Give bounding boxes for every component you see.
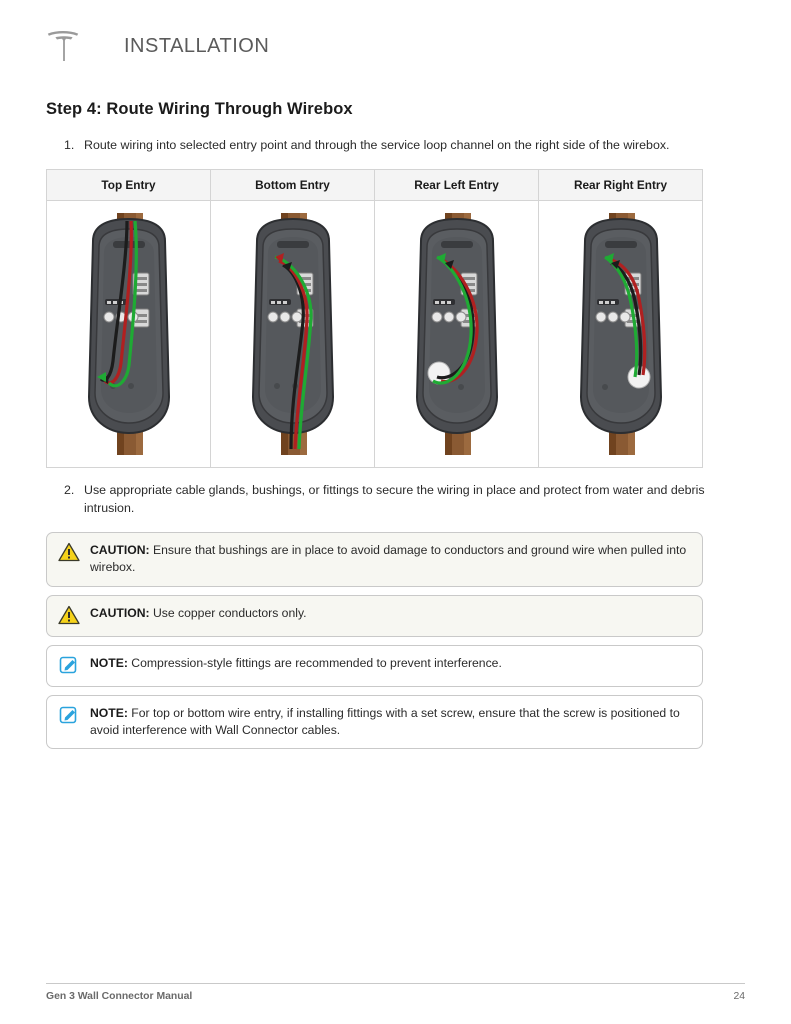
- wirebox-bottom-entry-diagram: [211, 201, 375, 467]
- callout-text: [90, 605, 307, 622]
- step-list-continued: [46, 482, 745, 518]
- list-item-text: Use appropriate cable glands, bushings, or fittings to secure the wiring in place and protect from water and debris intrusion.: [84, 482, 705, 515]
- footer-page-number: 24: [733, 991, 745, 1002]
- figure-header-row: [47, 170, 702, 201]
- figure-column-header: Rear Left Entry: [375, 170, 539, 200]
- page-footer: [46, 983, 745, 1002]
- wirebox-entry-figure: [46, 169, 703, 468]
- page-content: [0, 70, 791, 155]
- callout-label: NOTE:: [90, 655, 128, 670]
- figure-column-header: Bottom Entry: [211, 170, 375, 200]
- list-item: [46, 482, 745, 518]
- callout-text: [90, 655, 502, 672]
- figure-column-header: Top Entry: [47, 170, 211, 200]
- callout-label: CAUTION:: [90, 605, 150, 620]
- callout-label: NOTE:: [90, 705, 128, 720]
- wirebox-top-entry-diagram: [47, 201, 211, 467]
- page-title: Step 4: Route Wiring Through Wirebox: [46, 100, 353, 118]
- callout-text: [90, 705, 690, 740]
- caution-triangle-icon: [57, 542, 81, 564]
- tesla-logo-icon: [40, 26, 86, 66]
- header-title: INSTALLATION: [124, 34, 270, 57]
- callout-body: Use copper conductors only.: [149, 605, 307, 620]
- callout-body: For top or bottom wire entry, if installing fittings with a set screw, ensure that the screw is positioned to avoid interference with Wall Connector cables.: [90, 705, 680, 737]
- list-item-text: Route wiring into selected entry point and through the service loop channel on the right side of the wirebox.: [84, 138, 670, 152]
- page-content-lower: [0, 468, 791, 518]
- page-header: [0, 0, 791, 70]
- figure-image-row: [47, 201, 702, 467]
- note-pencil-icon: [57, 655, 81, 677]
- figure-column-header: Rear Right Entry: [573, 177, 668, 192]
- list-item-number: 1.: [64, 138, 75, 152]
- caution-callout: [46, 532, 703, 587]
- callout-label: CAUTION:: [90, 542, 150, 557]
- step-list: [46, 137, 745, 155]
- wirebox-rear-right-entry-diagram: [539, 201, 702, 467]
- list-item: [46, 137, 745, 155]
- callout-list: [46, 532, 703, 749]
- footer-divider: [46, 983, 745, 984]
- callout-body: Ensure that bushings are in place to avoid damage to conductors and ground wire when pulled into wirebox.: [90, 542, 687, 575]
- footer-manual-title: Gen 3 Wall Connector Manual: [46, 991, 193, 1002]
- note-pencil-icon: [57, 705, 81, 727]
- note-callout: [46, 695, 703, 750]
- callout-body: Compression-style fittings are recommended to prevent interference.: [127, 655, 502, 670]
- caution-triangle-icon: [57, 605, 81, 627]
- note-callout: [46, 645, 703, 687]
- list-item-number: 2.: [64, 482, 75, 497]
- caution-callout: [46, 595, 703, 637]
- callout-text: [90, 542, 690, 577]
- wirebox-rear-left-entry-diagram: [375, 201, 539, 467]
